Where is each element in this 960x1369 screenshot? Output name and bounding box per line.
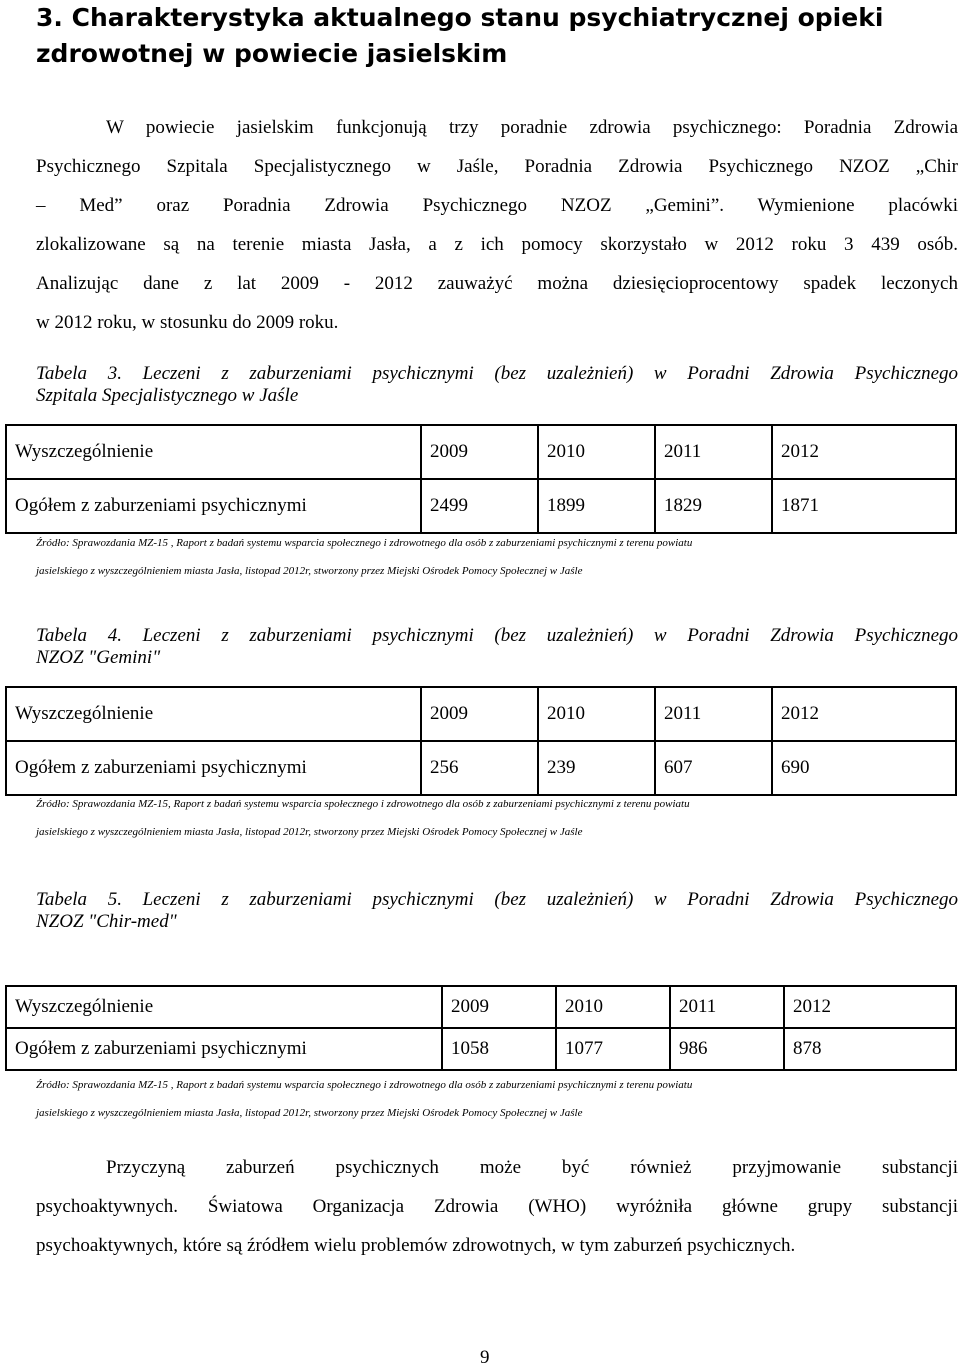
table-5-source [36,1071,958,1127]
value-cell: 1899 [538,479,655,533]
header-cell: 2009 [421,687,538,741]
section-heading: 3. Charakterystyka aktualnego stanu psychiatrycznej opieki zdrowotnej w powiecie jasielskim [36,3,884,68]
caption-line: Tabela 4. Leczeni z zaburzeniami psychicznymi (bez uzależnień) w Poradni Zdrowia Psychicznego [36,625,958,646]
table-header-row [6,687,956,741]
table-5 [5,985,957,1071]
table-header-row [6,425,956,479]
value-cell: 1871 [772,479,956,533]
value-cell: 878 [784,1028,956,1070]
row-label-cell: Ogółem z zaburzeniami psychicznymi [6,1028,442,1070]
header-cell: 2010 [538,687,655,741]
value-cell: 1058 [442,1028,556,1070]
source-line: jasielskiego z wyszczególnieniem miasta Jasła, listopad 2012r, stworzony przez Miejski Ośrodek Pomocy Społecznej w Jaśle [36,1107,583,1119]
value-cell: 256 [421,741,538,795]
table-4-source [36,790,958,846]
table-4 [5,686,957,796]
row-label-cell: Ogółem z zaburzeniami psychicznymi [6,479,421,533]
intro-line: zlokalizowane są na terenie miasta Jasła, a z ich pomocy skorzystało w 2012 roku 3 439 osób. [36,234,958,255]
intro-paragraph [36,108,958,342]
row-label-cell: Ogółem z zaburzeniami psychicznymi [6,741,421,795]
table-header-row [6,986,956,1028]
header-cell: Wyszczególnienie [6,687,421,741]
header-cell: 2011 [655,425,772,479]
table-row [6,479,956,533]
header-cell: Wyszczególnienie [6,986,442,1028]
intro-line: W powiecie jasielskim funkcjonują trzy poradnie zdrowia psychicznego: Poradnia Zdrowia [106,117,958,138]
caption-line: Tabela 3. Leczeni z zaburzeniami psychicznymi (bez uzależnień) w Poradni Zdrowia Psychicznego [36,363,958,384]
value-cell: 1077 [556,1028,670,1070]
header-cell: 2009 [442,986,556,1028]
header-cell: 2012 [772,687,956,741]
table-3-caption [36,363,958,407]
value-cell: 986 [670,1028,784,1070]
source-line: jasielskiego z wyszczególnieniem miasta Jasła, listopad 2012r, stworzony przez Miejski Ośrodek Pomocy Społecznej w Jaśle [36,565,583,577]
source-line: Źródło: Sprawozdania MZ-15, Raport z badań systemu wsparcia społecznego i zdrowotnego dla osób z zaburzeniami psychicznymi z terenu powiatu [36,798,690,810]
source-line: jasielskiego z wyszczególnieniem miasta Jasła, listopad 2012r, stworzony przez Miejski Ośrodek Pomocy Społecznej w Jaśle [36,826,583,838]
page-number: 9 [480,1347,490,1368]
value-cell: 239 [538,741,655,795]
closing-line: Przyczyną zaburzeń psychicznych może być również przyjmowanie substancji [106,1157,958,1178]
intro-line: w 2012 roku, w stosunku do 2009 roku. [36,312,339,333]
table-3-source [36,529,958,585]
header-cell: Wyszczególnienie [6,425,421,479]
header-cell: 2010 [538,425,655,479]
caption-line: Tabela 5. Leczeni z zaburzeniami psychicznymi (bez uzależnień) w Poradni Zdrowia Psychicznego [36,889,958,910]
table-4-caption [36,625,958,669]
closing-line: psychoaktywnych. Światowa Organizacja Zdrowia (WHO) wyróżniła główne grupy substancji [36,1196,958,1217]
closing-paragraph [36,1148,958,1265]
header-cell: 2010 [556,986,670,1028]
caption-line: NZOZ "Gemini" [36,647,161,668]
source-line: Źródło: Sprawozdania MZ-15 , Raport z badań systemu wsparcia społecznego i zdrowotnego dla osób z zaburzeniami psychicznymi z terenu powiatu [36,1079,693,1091]
value-cell: 1829 [655,479,772,533]
intro-line: Analizując dane z lat 2009 - 2012 zauważyć można dziesięcioprocentowy spadek leczonych [36,273,958,294]
table-3 [5,424,957,534]
value-cell: 607 [655,741,772,795]
source-line: Źródło: Sprawozdania MZ-15 , Raport z badań systemu wsparcia społecznego i zdrowotnego dla osób z zaburzeniami psychicznymi z terenu powiatu [36,537,693,549]
value-cell: 2499 [421,479,538,533]
intro-line: – Med” oraz Poradnia Zdrowia Psychicznego NZOZ „Gemini”. Wymienione placówki [36,195,958,216]
intro-line: Psychicznego Szpitala Specjalistycznego w Jaśle, Poradnia Zdrowia Psychicznego NZOZ „Chir [36,156,958,177]
caption-line: NZOZ "Chir-med" [36,911,177,932]
header-cell: 2009 [421,425,538,479]
header-cell: 2011 [655,687,772,741]
table-row [6,1028,956,1070]
header-cell: 2011 [670,986,784,1028]
table-row [6,741,956,795]
table-5-caption [36,889,958,933]
closing-line: psychoaktywnych, które są źródłem wielu problemów zdrowotnych, w tym zaburzeń psychicznych. [36,1235,796,1256]
value-cell: 690 [772,741,956,795]
header-cell: 2012 [784,986,956,1028]
caption-line: Szpitala Specjalistycznego w Jaśle [36,385,299,406]
header-cell: 2012 [772,425,956,479]
